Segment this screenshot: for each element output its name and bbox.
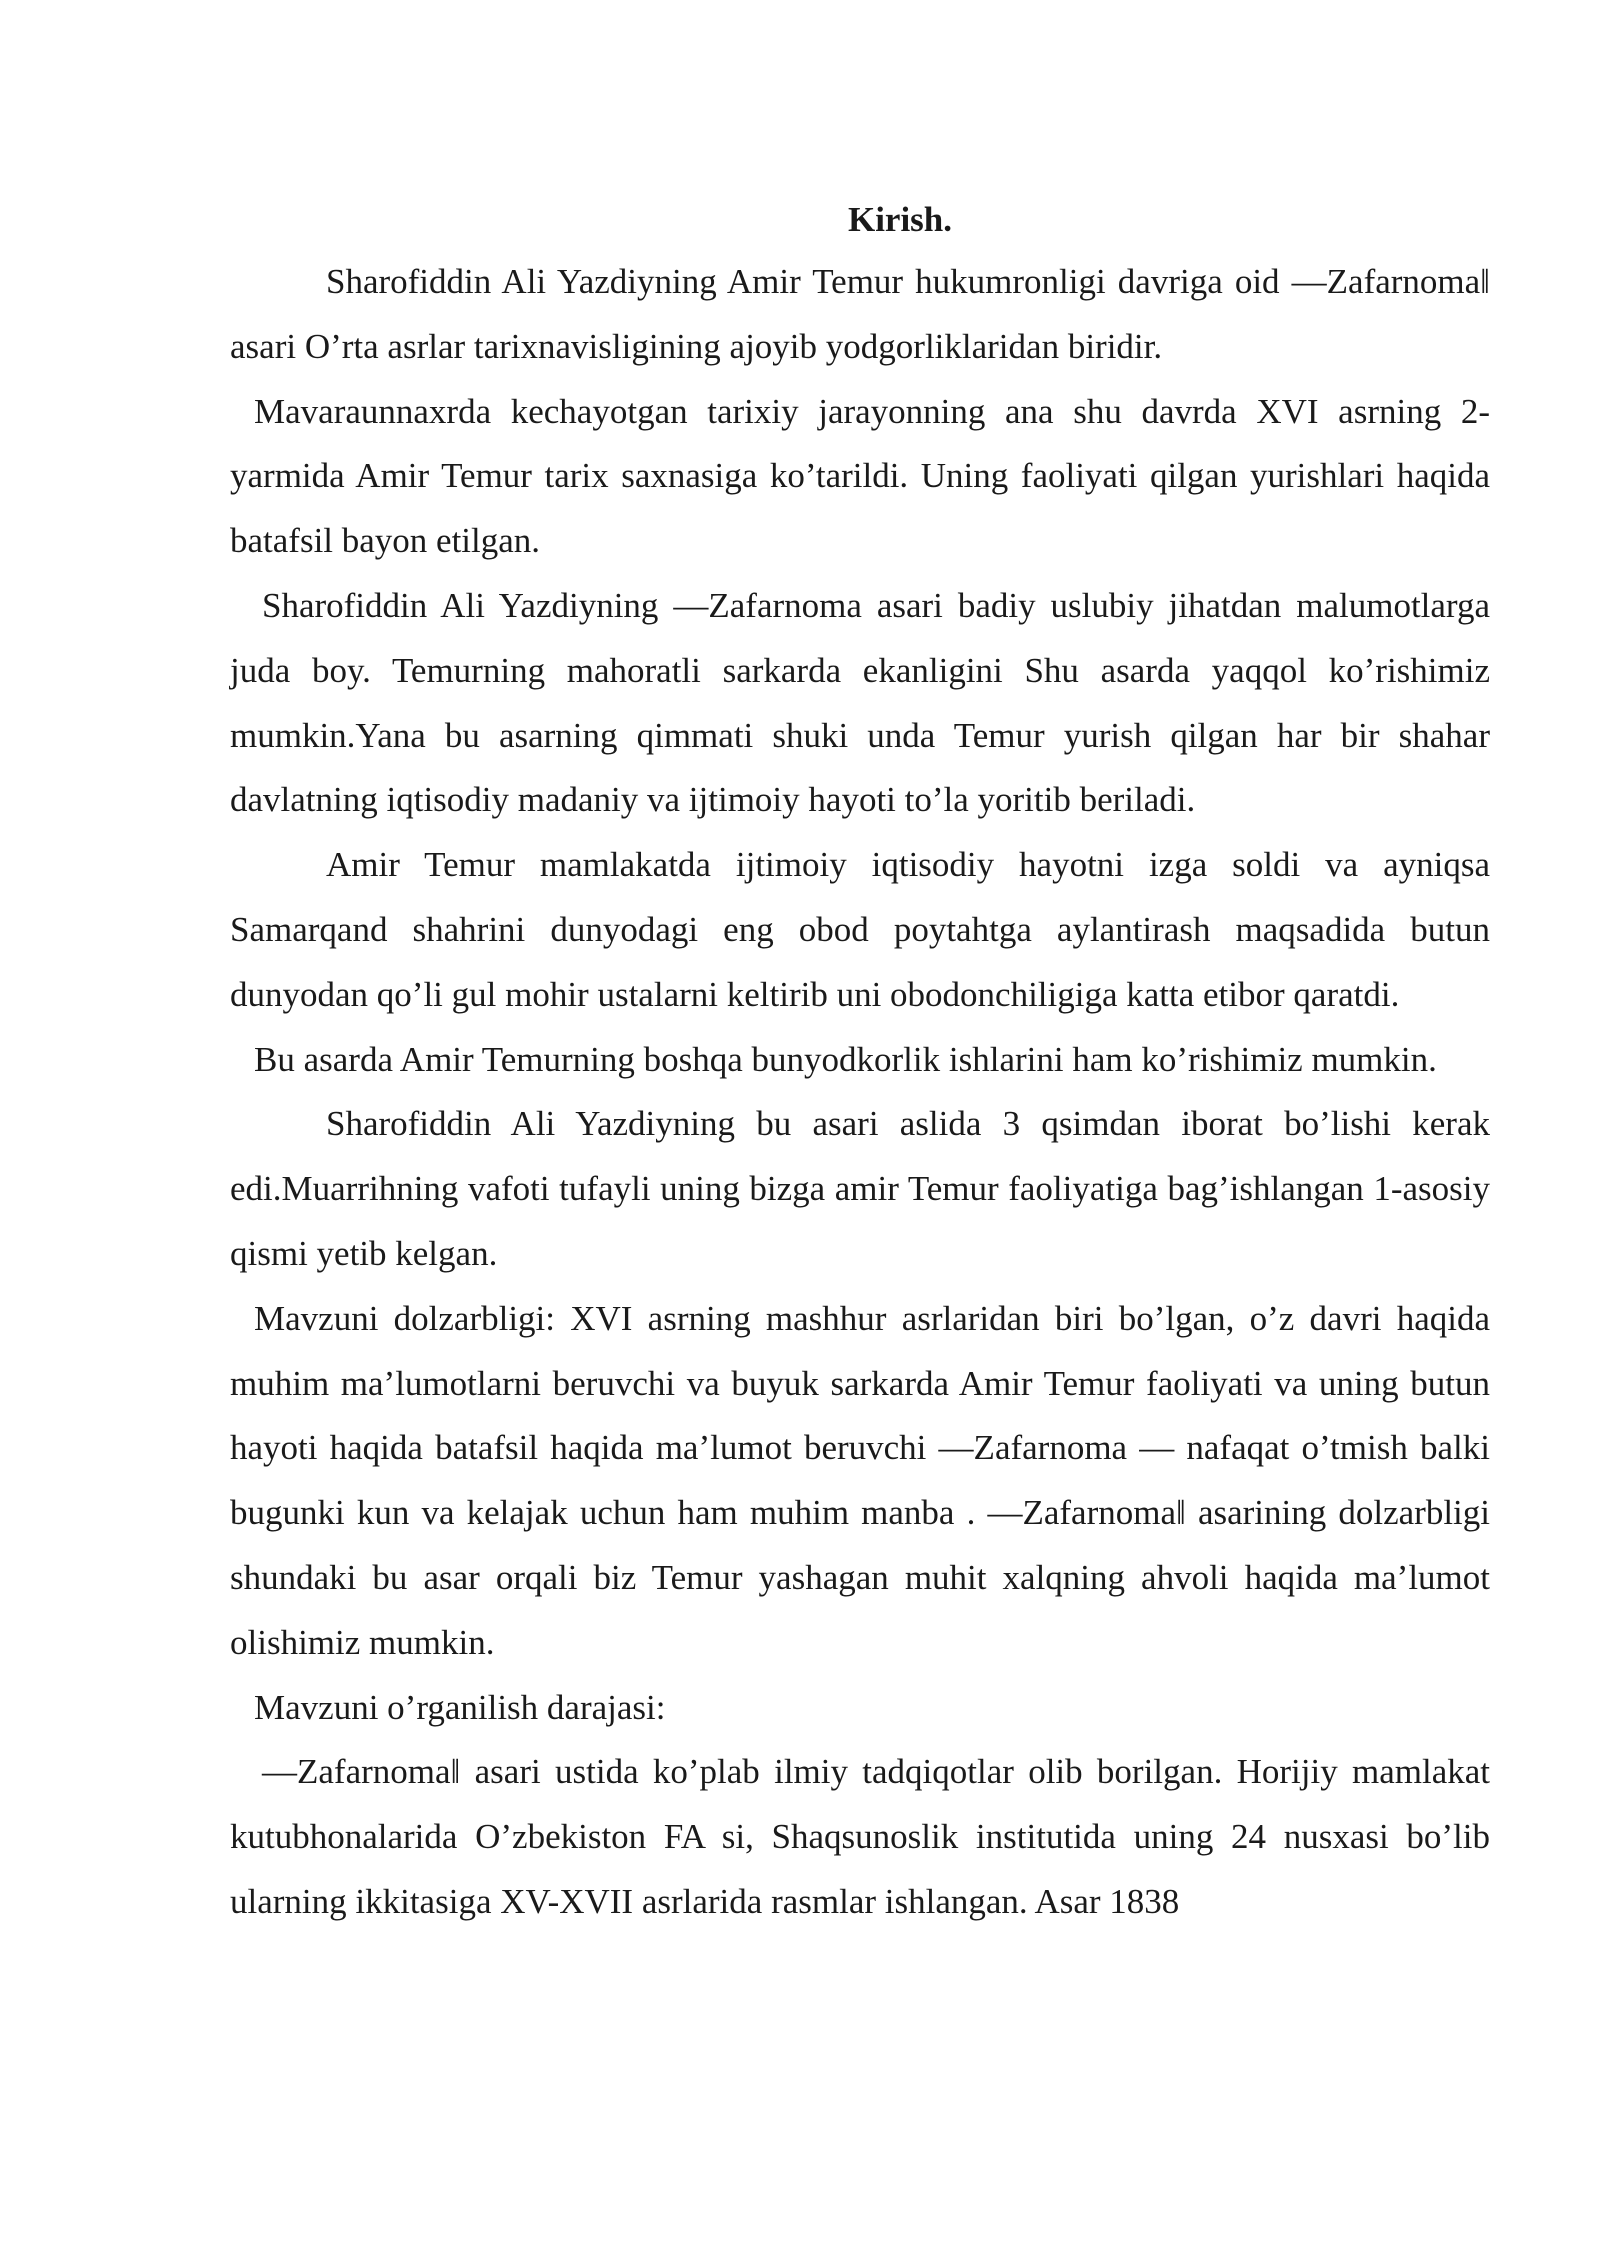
paragraph-3: Sharofiddin Ali Yazdiyning ―Zafarnoma asari badiy uslubiy jihatdan malumotlarga juda boy. Temurning mahoratli sarkarda ekanligini Shu asarda yaqqol ko’rishimiz mumkin.Yana bu asarning qimmati shuki unda Temur yurish qilgan har bir shahar davlatning iqtisodiy madaniy va ijtimoiy hayoti to’la yoritib beriladi. <box>230 585 1490 820</box>
paragraph-2: Mavaraunnaxrda kechayotgan tarixiy jarayonning ana shu davrda XVI asrning 2-yarmida Amir Temur tarix saxnasiga ko’tarildi. Uning faoliyati qilgan yurishlari haqida batafsil bayon etilgan. <box>230 391 1490 561</box>
paragraph-7: Mavzuni dolzarbligi: XVI asrning mashhur asrlaridan biri bo’lgan, o’z davri haqida muhim ma’lumotlarni beruvchi va buyuk sarkarda Amir Temur faoliyati va uning butun hayoti haqida batafsil haqida ma’lumot beruvchi ―Zafarnoma ― nafaqat o’tmish balki bugunki kun va kelajak uchun ham muhim manba . ―Zafarnoma‖ asarining dolzarbligi shundaki bu asar orqali biz Temur yashagan muhit xalqning ahvoli haqida ma’lumot olishimiz mumkin. <box>230 1298 1490 1662</box>
paragraph-5: Bu asarda Amir Temurning boshqa bunyodkorlik ishlarini ham ko’rishimiz mumkin. <box>254 1039 1437 1079</box>
paragraph-1: Sharofiddin Ali Yazdiyning Amir Temur hukumronligi davriga oid ―Zafarnoma‖ asari O’rta asrlar tarixnavisligining ajoyib yodgorliklaridan biridir. <box>230 262 1490 366</box>
paragraph-4: Amir Temur mamlakatda ijtimoiy iqtisodiy hayotni izga soldi va ayniqsa Samarqand shahrini dunyodagi eng obod poytahtga aylantirash maqsadida butun dunyodan qo’li gul mohir ustalarni keltirib uni obodonchiligiga katta etibor qaratdi. <box>230 845 1490 1014</box>
paragraph-8: Mavzuni o’rganilish darajasi: <box>254 1687 666 1727</box>
document-title: Kirish. <box>847 200 953 239</box>
document-page <box>230 190 1490 1935</box>
paragraph-9: ―Zafarnoma‖ asari ustida ko’plab ilmiy tadqiqotlar olib borilgan. Horijiy mamlakat kutubhonalarida O’zbekiston FA si, Shaqsunoslik institutida uning 24 nusxasi bo’lib ularning ikkitasiga XV-XVII asrlarida rasmlar ishlangan. Asar 1838 <box>230 1752 1490 1921</box>
paragraph-6: Sharofiddin Ali Yazdiyning bu asari aslida 3 qsimdan iborat bo’lishi kerak edi.Muarrihning vafoti tufayli uning bizga amir Temur faoliyatiga bag’ishlangan 1-asosiy qismi yetib kelgan. <box>230 1104 1490 1273</box>
